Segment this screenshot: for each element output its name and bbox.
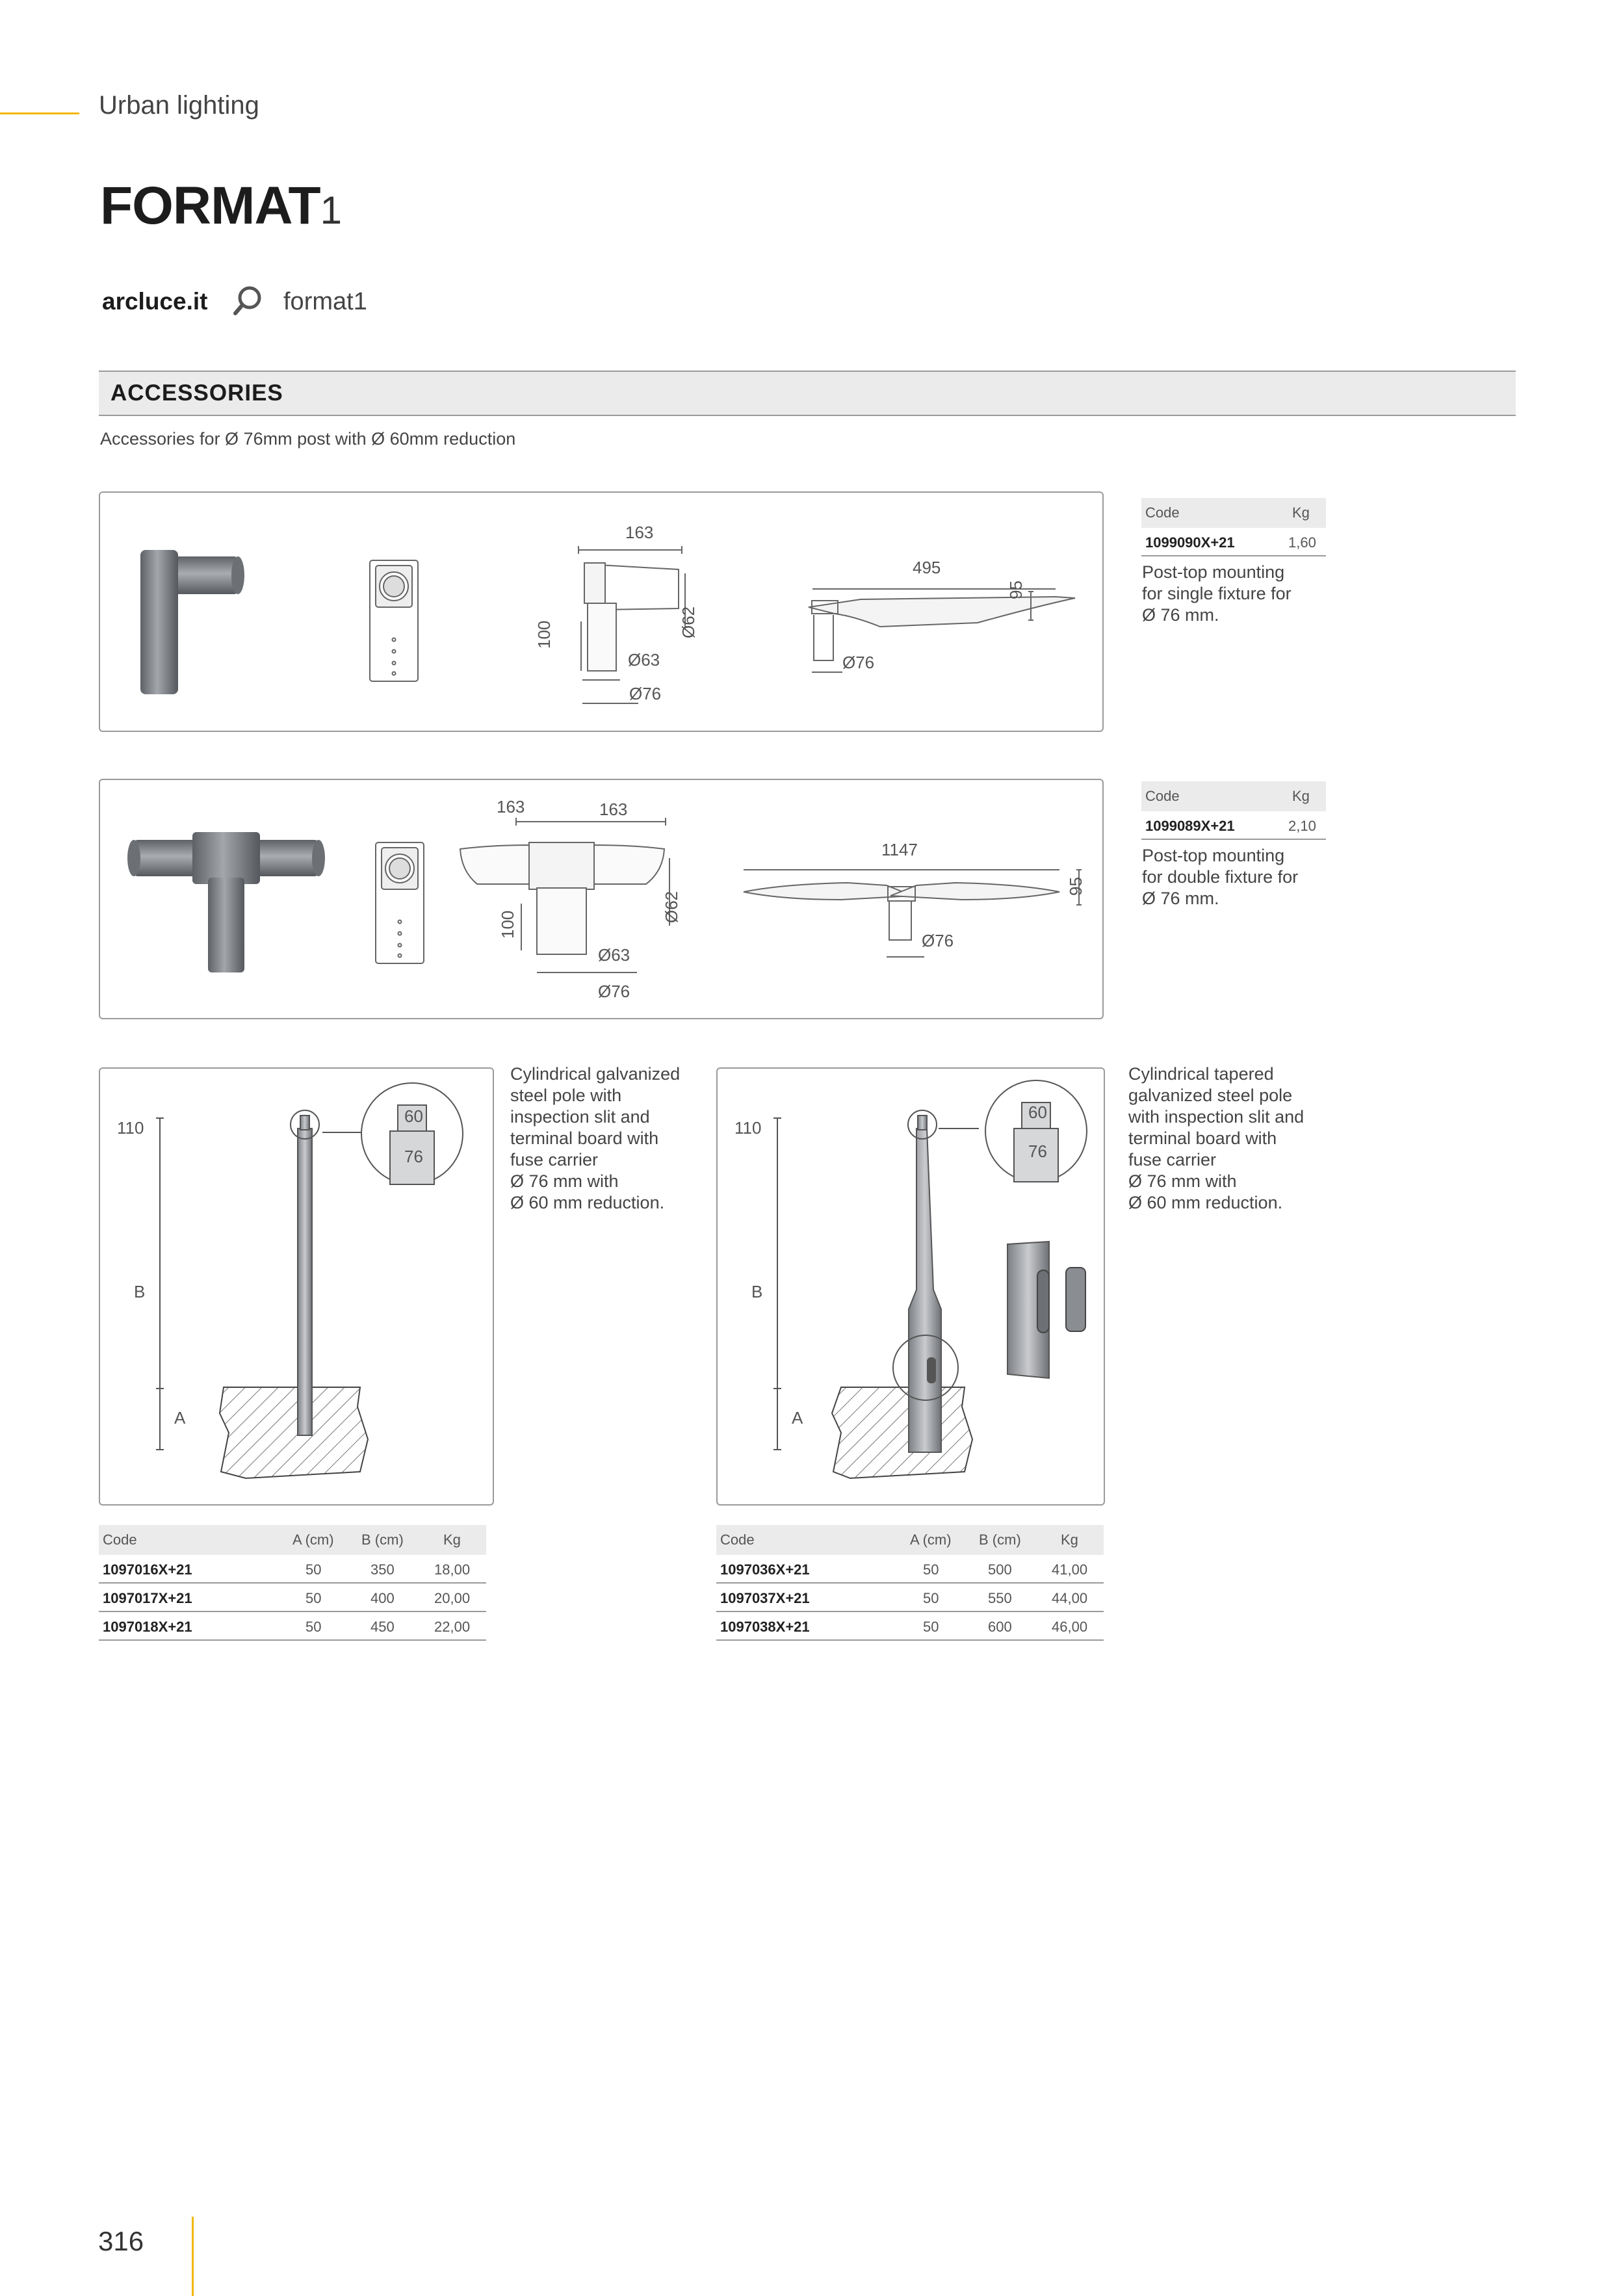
td-a: 50	[305, 1590, 322, 1606]
td-kg: 44,00	[1052, 1590, 1088, 1606]
pole-dim-b: B	[751, 1282, 763, 1301]
dim-163b: 163	[599, 800, 628, 819]
td-a: 50	[305, 1619, 322, 1635]
desc-line: for double fixture for	[1142, 867, 1299, 887]
pole-tap-table-header	[716, 1525, 1104, 1555]
single-mount-render	[140, 550, 244, 694]
dim-76a: Ø76	[842, 653, 875, 672]
table-row	[99, 1612, 486, 1641]
spec-h-code: Code	[1145, 788, 1180, 804]
th-a: A (cm)	[910, 1532, 952, 1548]
product-suffix: 1	[320, 189, 341, 232]
td-kg: 46,00	[1052, 1619, 1088, 1635]
td-b: 500	[988, 1561, 1012, 1578]
desc-line: Ø 60 mm reduction.	[1128, 1193, 1283, 1212]
th-b: B (cm)	[361, 1532, 404, 1548]
td-code: 1097037X+21	[720, 1590, 810, 1606]
desc-line: with inspection slit and	[1128, 1107, 1305, 1127]
pole-tap-drawing	[718, 1069, 1101, 1502]
td-b: 400	[370, 1590, 395, 1606]
table-row	[716, 1584, 1104, 1612]
table-row	[716, 1612, 1104, 1641]
table-row	[99, 1584, 486, 1612]
pole-dim-a: A	[174, 1408, 186, 1428]
desc-line: Cylindrical galvanized	[510, 1064, 681, 1084]
single-spec-header	[1141, 498, 1326, 528]
dim-76a: Ø76	[922, 931, 954, 950]
single-mount-desc	[1142, 562, 1292, 626]
td-a: 50	[923, 1561, 939, 1578]
td-kg: 22,00	[434, 1619, 471, 1635]
pole-tap-desc	[1128, 1063, 1304, 1214]
desc-line: Cylindrical tapered	[1128, 1064, 1274, 1084]
spec-h-kg: Kg	[1292, 788, 1310, 804]
search-term: format1	[283, 288, 367, 315]
th-kg: Kg	[1061, 1532, 1078, 1548]
single-mount-side-view	[578, 546, 685, 703]
spec-h-kg: Kg	[1292, 504, 1310, 521]
th-b: B (cm)	[979, 1532, 1021, 1548]
double-spec-row	[1141, 811, 1326, 840]
pole-dim-60: 60	[1028, 1102, 1047, 1122]
pole-cyl-table-header	[99, 1525, 486, 1555]
th-code: Code	[720, 1532, 755, 1548]
dim-62: Ø62	[662, 891, 681, 923]
dim-95: 95	[1066, 877, 1085, 896]
search-icon	[231, 285, 264, 317]
td-a: 50	[305, 1561, 322, 1578]
td-code: 1097017X+21	[103, 1590, 192, 1606]
double-spec-header	[1141, 781, 1326, 811]
pole-dim-top: 110	[117, 1118, 144, 1138]
double-mount-desc	[1142, 845, 1298, 909]
table-row	[99, 1555, 486, 1584]
spec-code: 1099089X+21	[1145, 818, 1235, 834]
td-code: 1097018X+21	[103, 1619, 192, 1635]
spec-code: 1099090X+21	[1145, 534, 1235, 551]
accessories-subtitle: Accessories for Ø 76mm post with Ø 60mm reduction	[100, 429, 516, 449]
td-kg: 41,00	[1052, 1561, 1088, 1578]
td-kg: 18,00	[434, 1561, 471, 1578]
dim-62: Ø62	[679, 606, 698, 638]
accessories-title: ACCESSORIES	[110, 380, 283, 406]
th-kg: Kg	[443, 1532, 461, 1548]
single-mount-drawing	[100, 493, 1101, 728]
pole-dim-76: 76	[1028, 1141, 1047, 1161]
desc-line: Post-top mounting	[1142, 846, 1285, 865]
dim-95: 95	[1006, 581, 1026, 599]
desc-line: terminal board with	[1128, 1128, 1277, 1148]
td-code: 1097016X+21	[103, 1561, 192, 1578]
header-accent-line	[0, 112, 79, 114]
td-code: 1097036X+21	[720, 1561, 810, 1578]
section-title: Urban lighting	[99, 91, 259, 120]
desc-line: Ø 60 mm reduction.	[510, 1193, 665, 1212]
desc-line: steel pole with	[510, 1086, 622, 1105]
spec-h-code: Code	[1145, 504, 1180, 521]
td-b: 600	[988, 1619, 1012, 1635]
desc-line: Ø 76 mm.	[1142, 605, 1219, 625]
desc-line: fuse carrier	[510, 1150, 599, 1169]
dim-63: Ø63	[598, 945, 630, 965]
product-name: FORMAT	[100, 176, 320, 235]
product-title	[100, 176, 341, 237]
double-mount-side-view	[460, 818, 669, 972]
dim-76b: Ø76	[629, 684, 662, 703]
desc-line: Post-top mounting	[1142, 562, 1285, 582]
dim-100: 100	[534, 620, 554, 649]
page-number: 316	[98, 2226, 144, 2256]
desc-line: fuse carrier	[1128, 1150, 1217, 1169]
td-b: 450	[370, 1619, 395, 1635]
dim-495: 495	[913, 558, 941, 577]
pole-dim-76: 76	[404, 1147, 423, 1166]
td-a: 50	[923, 1590, 939, 1606]
pole-dim-top: 110	[734, 1118, 762, 1138]
td-b: 550	[988, 1590, 1012, 1606]
accessories-bar	[99, 371, 1516, 416]
pole-cyl-drawing	[100, 1069, 490, 1502]
double-mount-render	[127, 832, 325, 972]
desc-line: Ø 76 mm.	[1142, 889, 1219, 908]
footer-accent-line	[192, 2217, 194, 2296]
spec-kg: 1,60	[1288, 534, 1316, 551]
desc-line: Ø 76 mm with	[1128, 1171, 1237, 1191]
pole-dim-b: B	[134, 1282, 146, 1301]
desc-line: terminal board with	[510, 1128, 659, 1148]
td-b: 350	[370, 1561, 395, 1578]
pole-dim-a: A	[792, 1408, 803, 1428]
dim-100: 100	[498, 910, 517, 939]
th-code: Code	[103, 1532, 137, 1548]
desc-line: galvanized steel pole	[1128, 1086, 1293, 1105]
th-a: A (cm)	[292, 1532, 334, 1548]
single-mount-front-view	[370, 560, 418, 681]
desc-line: Ø 76 mm with	[510, 1171, 619, 1191]
spec-kg: 2,10	[1288, 818, 1316, 834]
table-row	[716, 1555, 1104, 1584]
dim-63: Ø63	[628, 650, 660, 670]
dim-1147: 1147	[881, 840, 918, 859]
desc-line: inspection slit and	[510, 1107, 650, 1127]
site-link[interactable]: arcluce.it	[102, 288, 208, 315]
dim-163: 163	[625, 523, 654, 542]
td-a: 50	[923, 1619, 939, 1635]
desc-line: for single fixture for	[1142, 584, 1292, 603]
dim-76b: Ø76	[598, 982, 630, 1001]
double-mount-front-view	[376, 842, 424, 963]
dim-163a: 163	[497, 797, 525, 816]
single-spec-row	[1141, 528, 1326, 556]
pole-cyl-desc	[510, 1063, 680, 1214]
td-code: 1097038X+21	[720, 1619, 810, 1635]
double-mount-top-view	[744, 870, 1082, 957]
pole-dim-60: 60	[404, 1106, 423, 1126]
td-kg: 20,00	[434, 1590, 471, 1606]
